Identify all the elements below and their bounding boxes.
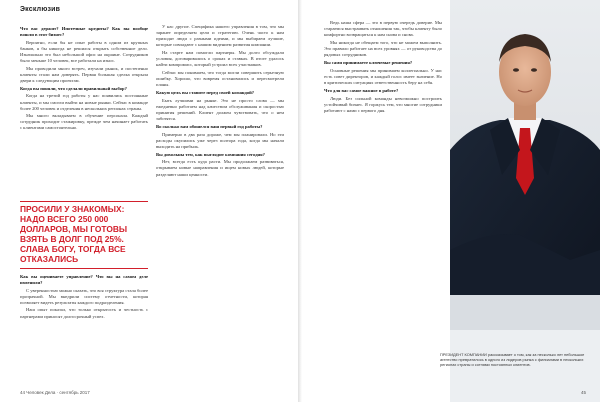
- folio-right: 45: [580, 390, 586, 395]
- section-label: Эксклюзив: [20, 6, 61, 13]
- question: Что для вас самое важное в работе?: [324, 87, 399, 93]
- paragraph: На старте нам помогли партнеры. Мы долго обсуждали условия, договаривались о сроках и ставках. В итоге удалось найти компромисс, который устроил всех участников.: [156, 49, 284, 68]
- paragraph: Основные решения мы принимаем коллегиально. У нас есть совет директоров, и каждый голос имеет значение. Но в критических ситуациях ответственность беру на себя.: [324, 67, 442, 85]
- left-column-1-continued: [20, 272, 148, 368]
- question: Вы довольны тем, как выглядит компания сегодня?: [156, 151, 265, 157]
- question: Вы сами принимаете ключевые решения?: [324, 60, 413, 66]
- paragraph: Примерно в два раза дороже, чем мы планировали. Но эти расходы окупились уже через полтора года, когда мы начали выходить на прибыль.: [156, 131, 284, 149]
- photo-caption: ПРЕЗИДЕНТ КОМПАНИИ рассказывает о том, как за несколько лет небольшое агентство превратилось в одного из лидеров рынка с филиалами в нескольких регионах страны и сотнями постоянных клиентов.: [440, 352, 585, 368]
- left-column-2: [156, 24, 284, 370]
- portrait-illustration: [450, 0, 600, 402]
- paragraph: Наш опыт показал, что только открытость и честность с партнерами приносят долгосрочный успех.: [20, 307, 148, 319]
- pull-quote: ПРОСИЛИ У ЗНАКОМЫХ: НАДО ВСЕГО 250 000 ДОЛЛАРОВ, МЫ ГОТОВЫ ВЗЯТЬ В ДОЛГ ПОД 25%. СЛАВА БОГУ, ТОГДА ВСЕ ОТКАЗАЛИСЬ: [20, 204, 148, 266]
- folio-left: 44 Человек Дела · сентябрь 2017: [20, 390, 90, 395]
- right-page: [300, 0, 600, 402]
- paragraph: Мы много вкладываем в обучение персонала. Каждый сотрудник проходит стажировку, прежде чем начинает работать с клиентами самостоятельно.: [20, 113, 148, 131]
- paragraph: Нет, всегда есть куда расти. Мы продолжаем развиваться, открываем новые направления и ищем новых людей, которые разделяют наши ценности.: [156, 159, 284, 177]
- question: Когда вы поняли, что сделали правильный выбор?: [20, 85, 127, 91]
- paragraph: С уверенностью можно сказать, что вся структура стала более прозрачной. Мы внедрили систему отчетности, которая позволяет видеть результаты каждого подразделения.: [20, 287, 148, 305]
- spine-gutter: [298, 0, 302, 402]
- pull-quote-rule-bottom: [20, 268, 148, 269]
- paragraph: Вероятно, если бы не опыт работы в одном из крупных банков, я бы никогда не решился открыть собственное дело. Изначально это был небольшой офис на окраине. Сотрудников было меньше 10 человек, все работали на износ.: [20, 39, 148, 63]
- paragraph: Мы никогда не обещаем того, что не можем выполнить. Это правило работает на всех уровнях — от руководства до рядовых сотрудников.: [324, 39, 442, 57]
- pull-quote-rule-top: [20, 201, 148, 202]
- paragraph: Мы проводили много встреч, изучали рынок, и постепенно клиенты стали нам доверять. Первая большая сделка открыла двери к следующим проектам.: [20, 65, 148, 83]
- paragraph: Ведь наша сфера — это в первую очередь доверие. Мы стараемся выстраивать отношения так, чтобы клиенту было комфортно возвращаться к нам снова и снова.: [324, 20, 442, 38]
- question: Что вас держит? Ипотечные кредиты? Как вы вообще вошли в этот бизнес?: [20, 26, 148, 38]
- paragraph: Когда на третий год работы у нас появились постоянные клиенты, и мы смогли выйти на новые рынки. Сейчас в команде более 200 человек и отделения в нескольких регионах страны.: [20, 93, 148, 111]
- question: Как вы оцениваете управление? Что вы на самом деле изменили?: [20, 274, 148, 286]
- question: Во сколько вам обошелся ваш первый год работы?: [156, 123, 263, 129]
- paragraph: У нас другие. Специфика нашего управления в том, что мы заранее определяем цели и стратегию. Очень часто к нам приходят люди с разными идеями, и мы выбираем лучшие, которые совпадают с нашим видением развития компании.: [156, 24, 284, 48]
- paragraph: Быть лучшими на рынке. Это не просто слова — мы ежедневно работаем над качеством обслуживания и скоростью принятия решений. Клиент должен чувствовать, что о нем заботятся.: [156, 97, 284, 121]
- paragraph: Сейчас мы понимаем, что тогда могли совершить серьезную ошибку. Хорошо, что вовремя остановились и пересмотрели планы.: [156, 69, 284, 87]
- question: Какую цель вы ставите перед своей командой?: [156, 89, 255, 95]
- portrait-photo: [450, 0, 600, 402]
- paragraph: Люди. Без сильной команды невозможно построить устойчивый бизнес. Я горжусь тем, что многие сотрудники работают с нами с первого дня.: [324, 95, 442, 113]
- right-column: [324, 20, 442, 340]
